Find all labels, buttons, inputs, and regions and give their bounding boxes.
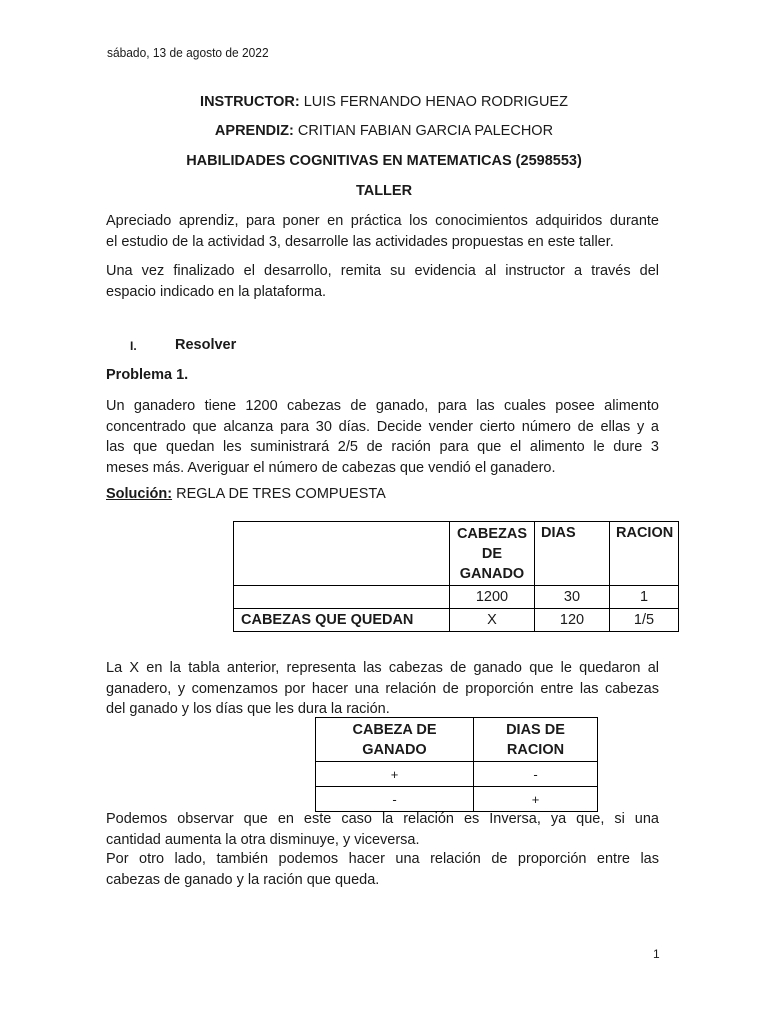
data-table bbox=[233, 521, 679, 632]
text-line: Un ganadero tiene 1200 cabezas de ganado, para las cuales posee alimento bbox=[106, 398, 659, 414]
text-line: Apreciado aprendiz, para poner en práctica los conocimientos adquiridos durante bbox=[106, 213, 659, 229]
table-cell: + bbox=[316, 762, 474, 787]
intro-paragraph-1 bbox=[106, 211, 659, 252]
table-row bbox=[234, 609, 679, 632]
text-line: Podemos observar que en este caso la relación es Inversa, ya que, si una bbox=[106, 811, 659, 827]
page-number: 1 bbox=[653, 947, 660, 961]
table-header-cell: DIAS bbox=[535, 522, 610, 586]
section-number: I. bbox=[130, 339, 137, 353]
header-line: RACION bbox=[506, 741, 565, 758]
table-header-cell bbox=[316, 718, 474, 762]
text-line: espacio indicado en la plataforma. bbox=[106, 283, 327, 300]
proportion-table bbox=[315, 717, 598, 812]
table-cell: 1/5 bbox=[610, 609, 679, 632]
text-line: ganadero, y comenzamos por hacer una relación de proporción entre las cabezas bbox=[106, 680, 659, 697]
instructor-name: LUIS FERNANDO HENAO RODRIGUEZ bbox=[303, 94, 568, 110]
text-line: meses más. Averiguar el número de cabezas que vendió el ganadero. bbox=[106, 459, 556, 476]
taller-title: TALLER bbox=[355, 183, 413, 199]
header-line: GANADO bbox=[362, 741, 427, 758]
solution-line bbox=[106, 486, 386, 502]
table-cell: 120 bbox=[535, 609, 610, 632]
header-line: DE bbox=[481, 546, 503, 562]
table-cell: CABEZAS QUE QUEDAN bbox=[234, 609, 450, 632]
intro-paragraph-2 bbox=[106, 261, 659, 302]
instructor-label: INSTRUCTOR: bbox=[200, 94, 300, 110]
text-line: del ganado y los días que les dura la ración. bbox=[106, 701, 390, 717]
table-cell: 30 bbox=[535, 586, 610, 609]
header-line: CABEZA DE bbox=[352, 721, 437, 738]
aprendiz-name: CRITIAN FABIAN GARCIA PALECHOR bbox=[297, 123, 554, 139]
problem-statement bbox=[106, 396, 659, 478]
explanation-paragraph-2 bbox=[106, 809, 659, 850]
document-date: sábado, 13 de agosto de 2022 bbox=[107, 45, 269, 60]
instructor-line bbox=[0, 94, 768, 110]
text-line: las que quedan les suministrará 2/5 de ración para que el alimento le dure 3 bbox=[106, 439, 659, 455]
table-cell: X bbox=[450, 609, 535, 632]
table-header-row bbox=[234, 522, 679, 586]
table-header-cell bbox=[474, 718, 598, 762]
explanation-paragraph-1 bbox=[106, 658, 659, 720]
table-header-cell bbox=[234, 522, 450, 586]
table-header-row bbox=[316, 718, 598, 762]
explanation-paragraph-3 bbox=[106, 849, 659, 890]
table-cell: 1200 bbox=[450, 586, 535, 609]
table-header-cell: RACION bbox=[610, 522, 679, 586]
table-row bbox=[316, 762, 598, 787]
course-title: HABILIDADES COGNITIVAS EN MATEMATICAS (2598553) bbox=[186, 153, 582, 169]
text-line: cantidad aumenta la otra disminuye, y viceversa. bbox=[106, 831, 420, 848]
text-line: cabezas de ganado y la ración que queda. bbox=[106, 871, 380, 888]
header-line: CABEZAS bbox=[456, 526, 528, 542]
problem-title: Problema 1. bbox=[106, 367, 189, 383]
solution-label: Solución: bbox=[106, 486, 173, 502]
text-line: La X en la tabla anterior, representa las cabezas de ganado que le quedaron al bbox=[106, 660, 659, 676]
table-cell: + bbox=[474, 787, 598, 812]
table-cell: - bbox=[474, 762, 598, 787]
solution-text: REGLA DE TRES COMPUESTA bbox=[172, 486, 386, 502]
table-header-cell bbox=[450, 522, 535, 586]
text-line: el estudio de la actividad 3, desarrolle las actividades propuestas en este taller. bbox=[106, 233, 614, 250]
header-line: DIAS DE bbox=[506, 721, 565, 738]
table-cell: - bbox=[316, 787, 474, 812]
aprendiz-line bbox=[0, 123, 768, 139]
table-cell: 1 bbox=[610, 586, 679, 609]
text-line: Por otro lado, también podemos hacer una relación de proporción entre las bbox=[106, 851, 659, 867]
header-line: GANADO bbox=[459, 566, 525, 582]
text-line: Una vez finalizado el desarrollo, remita su evidencia al instructor a través del bbox=[106, 263, 659, 279]
aprendiz-label: APRENDIZ: bbox=[214, 123, 294, 139]
table-row bbox=[316, 787, 598, 812]
table-cell bbox=[234, 586, 450, 609]
table-row bbox=[234, 586, 679, 609]
section-title: Resolver bbox=[175, 337, 237, 353]
text-line: concentrado que alcanza para 30 días. Decide vender cierto número de ellas y a bbox=[106, 418, 659, 435]
